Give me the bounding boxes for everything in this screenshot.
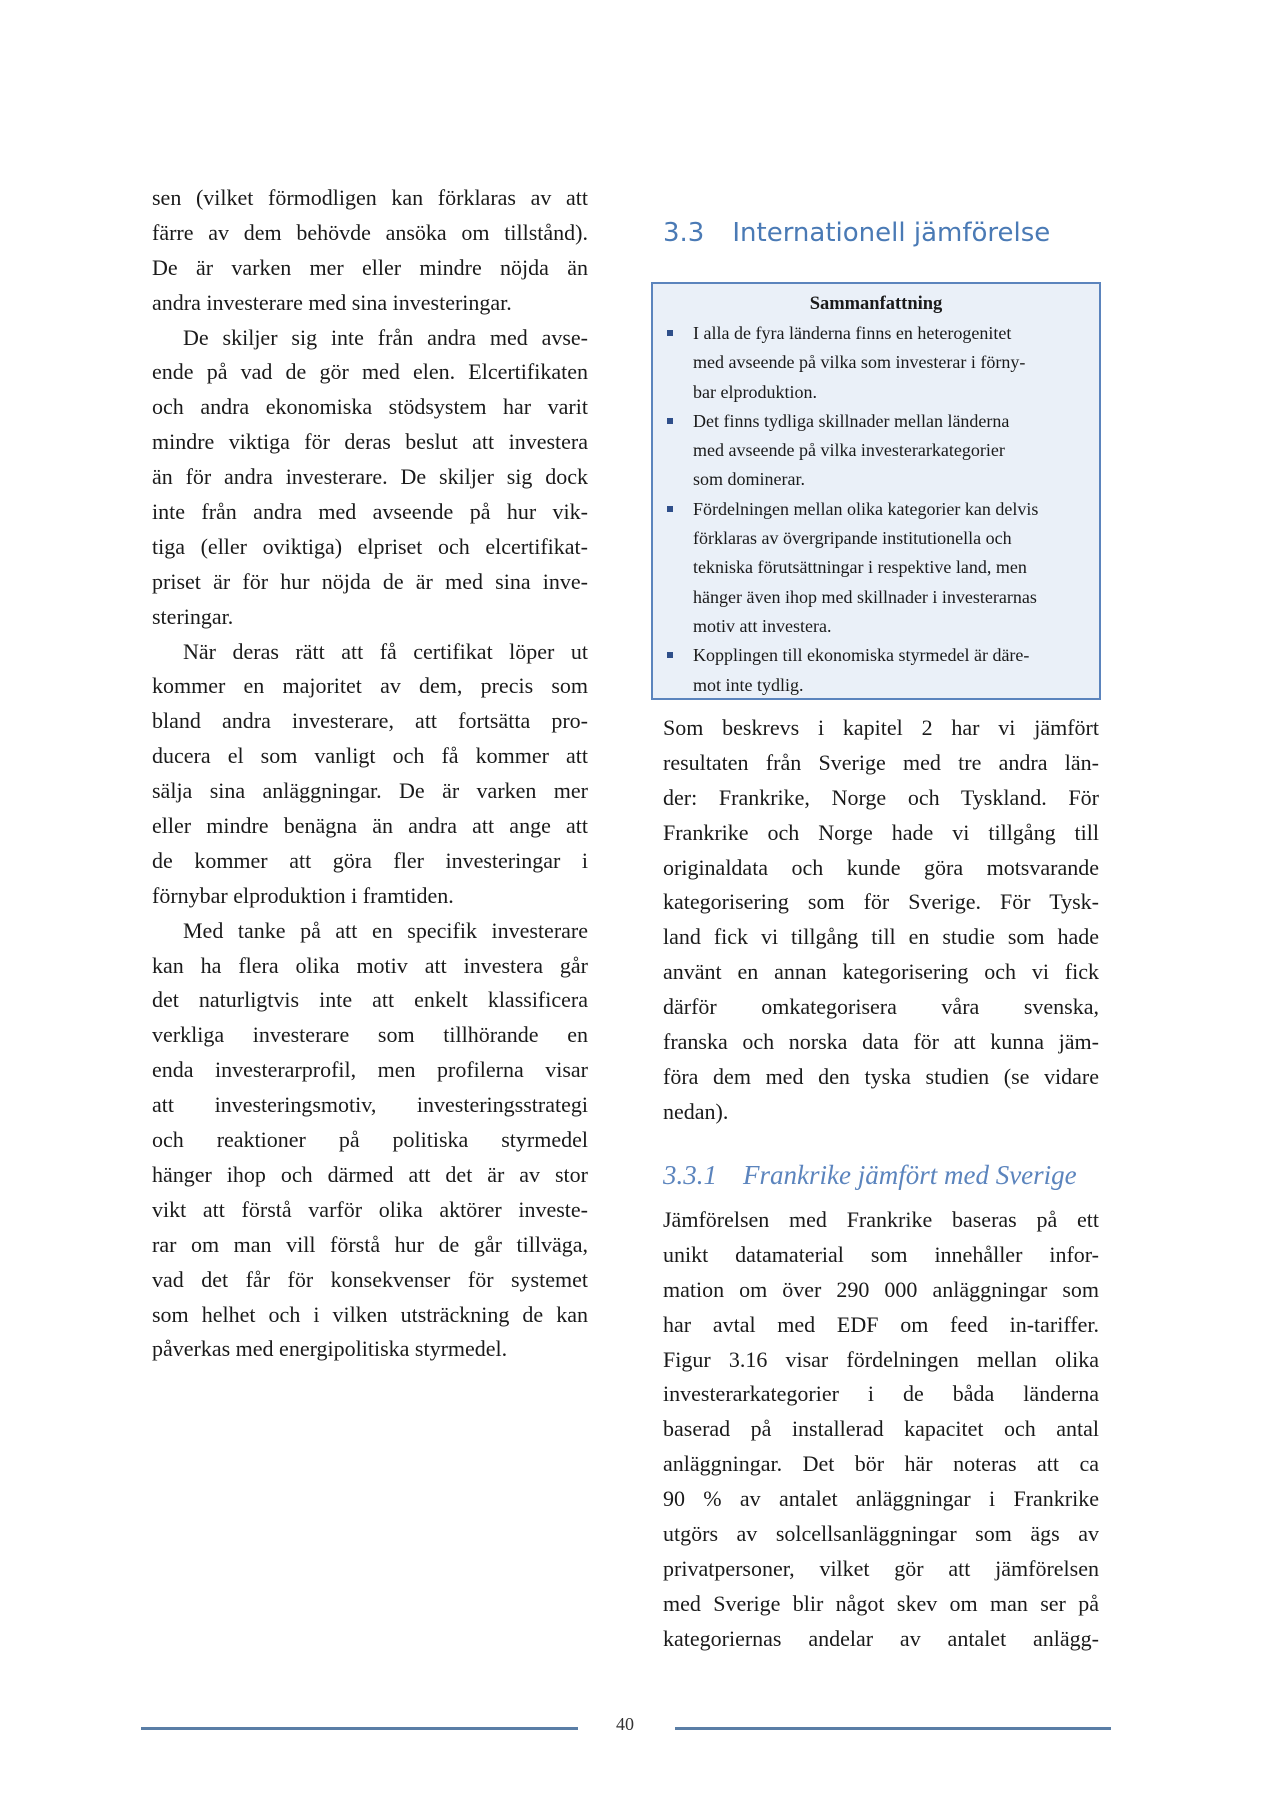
text-line: ende på vad de gör med elen. Elcertifikaten xyxy=(152,359,588,385)
text-line: resultaten från Sverige med tre andra län- xyxy=(663,749,1099,775)
text-line: vad det får för konsekvenser för systemet xyxy=(152,1266,588,1292)
text-line: har avtal med EDF om feed in-tariffer. xyxy=(663,1311,1099,1337)
subsection-title: Frankrike jämfört med Sverige xyxy=(743,1160,1077,1190)
bullet-line: förklaras av övergripande institutionella och xyxy=(693,528,1012,549)
text-line: att investeringsmotiv, investeringsstrategi xyxy=(152,1092,588,1118)
text-line: påverkas med energipolitiska styrmedel. xyxy=(152,1336,508,1362)
text-line: baserad på installerad kapacitet och antal xyxy=(663,1416,1099,1442)
text-line: anläggningar. Det bör här noteras att ca xyxy=(663,1451,1099,1477)
section-heading xyxy=(663,218,1050,248)
footer-rule-right xyxy=(675,1727,1111,1730)
summary-bullet xyxy=(665,407,1095,495)
text-line: kategorisering som för Sverige. För Tysk- xyxy=(663,889,1099,915)
text-line: det naturligtvis inte att enkelt klassificera xyxy=(152,987,588,1013)
square-bullet-icon xyxy=(667,652,673,658)
text-line: investerarkategorier i de båda länderna xyxy=(663,1381,1099,1407)
bullet-line: I alla de fyra länderna finns en heterogenitet xyxy=(693,323,1012,343)
text-line: privatpersoner, vilket gör att jämförelsen xyxy=(663,1555,1099,1581)
text-line: än för andra investerare. De skiljer sig dock xyxy=(152,464,588,490)
text-line: kommer en majoritet av dem, precis som xyxy=(152,673,588,699)
text-line: hänger ihop och därmed att det är av stor xyxy=(152,1161,588,1187)
text-line: 90 % av antalet anläggningar i Frankrike xyxy=(663,1486,1099,1512)
text-line: priset är för hur nöjda de är med sina inve- xyxy=(152,568,588,594)
text-line: När deras rätt att få certifikat löper ut xyxy=(183,638,588,664)
text-line: originaldata och kunde göra motsvarande xyxy=(663,854,1099,880)
bullet-line: mot inte tydlig. xyxy=(693,674,804,695)
square-bullet-icon xyxy=(667,330,673,336)
text-line: Med tanke på att en specifik investerare xyxy=(183,917,588,943)
text-line: inte från andra med avseende på hur vik- xyxy=(152,499,588,525)
text-line: enda investerarprofil, men profilerna visar xyxy=(152,1057,588,1083)
text-line: vikt att förstå varför olika aktörer investe- xyxy=(152,1196,588,1222)
text-line: De är varken mer eller mindre nöjda än xyxy=(152,254,588,280)
text-line: unikt datamaterial som innehåller infor- xyxy=(663,1241,1099,1267)
text-line: förnybar elproduktion i framtiden. xyxy=(152,882,454,908)
text-line: tiga (eller oviktiga) elpriset och elcertifikat- xyxy=(152,533,588,559)
text-line: bland andra investerare, att fortsätta pro- xyxy=(152,708,588,734)
text-line: ducera el som vanligt och få kommer att xyxy=(152,743,588,769)
text-line: föra dem med den tyska studien (se vidare xyxy=(663,1063,1099,1089)
text-line: Jämförelsen med Frankrike baseras på ett xyxy=(663,1207,1099,1232)
bullet-line: hänger även ihop med skillnader i investerarnas xyxy=(693,586,1037,607)
text-line: franska och norska data för att kunna jäm- xyxy=(663,1029,1099,1055)
bullet-line: med avseende på vilka som investerar i förny- xyxy=(693,352,1026,373)
text-line: mation om över 290 000 anläggningar som xyxy=(663,1276,1099,1302)
bullet-line: som dominerar. xyxy=(693,469,805,490)
left-column-text xyxy=(152,181,588,1367)
right-column-text xyxy=(663,711,1099,1130)
square-bullet-icon xyxy=(667,418,673,424)
summary-bullet xyxy=(665,641,1095,700)
text-line: rar om man vill förstå hur de går tillväga, xyxy=(152,1231,588,1257)
subsection-heading xyxy=(663,1160,1077,1191)
bullet-line: bar elproduktion. xyxy=(693,381,817,402)
section-title: Internationell jämförelse xyxy=(732,218,1051,248)
text-line: der: Frankrike, Norge och Tyskland. För xyxy=(663,784,1099,810)
text-line: som helhet och i vilken utsträckning de kan xyxy=(152,1301,588,1327)
text-line: utgörs av solcellsanläggningar som ägs av xyxy=(663,1521,1099,1547)
summary-box xyxy=(651,282,1101,700)
bullet-line: motiv att investera. xyxy=(693,615,832,636)
summary-bullet-list xyxy=(665,319,1095,700)
text-line: nedan). xyxy=(663,1098,729,1124)
bullet-line: Det finns tydliga skillnader mellan länderna xyxy=(693,410,1010,431)
page-number: 40 xyxy=(616,1714,634,1734)
text-line: använt en annan kategorisering och vi fick xyxy=(663,959,1099,985)
text-line: Frankrike och Norge hade vi tillgång till xyxy=(663,819,1099,845)
text-line: de kommer att göra fler investeringar i xyxy=(152,847,588,873)
text-line: Som beskrevs i kapitel 2 har vi jämfört xyxy=(663,715,1099,740)
bullet-line: Fördelningen mellan olika kategorier kan delvis xyxy=(693,498,1039,519)
text-line: med Sverige blir något skev om man ser på xyxy=(663,1590,1099,1616)
subsection-number: 3.3.1 xyxy=(663,1160,717,1190)
bullet-line: med avseende på vilka investerarkategorier xyxy=(693,440,1005,461)
text-line: andra investerare med sina investeringar. xyxy=(152,289,512,315)
text-line: verkliga investerare som tillhörande en xyxy=(152,1022,588,1048)
text-line: sen (vilket förmodligen kan förklaras av att xyxy=(152,185,588,210)
bullet-line: tekniska förutsättningar i respektive land, men xyxy=(693,557,1027,578)
text-line: mindre viktiga för deras beslut att investera xyxy=(152,429,588,455)
text-line: färre av dem behövde ansöka om tillstånd). xyxy=(152,219,588,245)
text-line: kategoriernas andelar av antalet anlägg- xyxy=(663,1625,1099,1651)
text-line: kan ha flera olika motiv att investera går xyxy=(152,952,588,978)
text-line: steringar. xyxy=(152,603,234,629)
summary-bullet xyxy=(665,495,1095,641)
subsection-text xyxy=(663,1203,1099,1657)
text-line: eller mindre benägna än andra att ange att xyxy=(152,813,588,839)
text-line: sälja sina anläggningar. De är varken mer xyxy=(152,778,588,804)
summary-bullet xyxy=(665,319,1095,407)
text-line: land fick vi tillgång till en studie som hade xyxy=(663,924,1099,950)
section-number: 3.3 xyxy=(663,218,705,248)
square-bullet-icon xyxy=(667,506,673,512)
footer-rule-left xyxy=(141,1727,578,1730)
text-line: De skiljer sig inte från andra med avse- xyxy=(183,324,588,350)
summary-title: Sammanfattning xyxy=(809,294,943,314)
text-line: Figur 3.16 visar fördelningen mellan olika xyxy=(663,1346,1099,1372)
text-line: därför omkategorisera våra svenska, xyxy=(663,994,1099,1020)
text-line: och andra ekonomiska stödsystem har varit xyxy=(152,394,588,420)
text-line: och reaktioner på politiska styrmedel xyxy=(152,1127,588,1153)
bullet-line: Kopplingen till ekonomiska styrmedel är däre- xyxy=(693,645,1030,666)
